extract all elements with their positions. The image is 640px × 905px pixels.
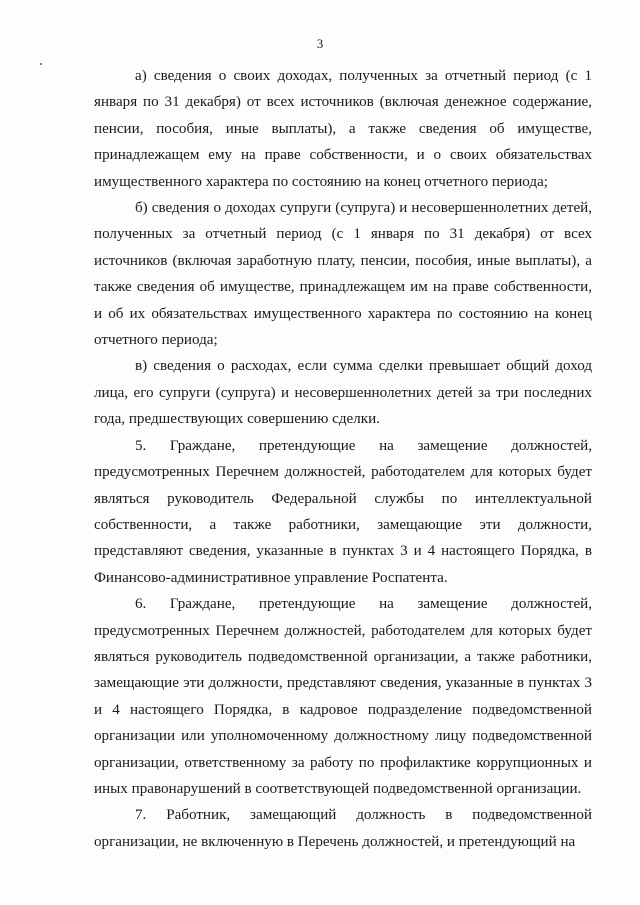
paragraph-7: 7. Работник, замещающий должность в подведомственной организации, не включенную в Перечень должностей, и претендующий на bbox=[94, 807, 592, 850]
scan-speck bbox=[40, 63, 42, 65]
document-body bbox=[94, 63, 592, 855]
paragraph-b: б) сведения о доходах супруги (супруга) и несовершеннолетних детей, полученных за отчетный период (с 1 января по 31 декабря) от всех источников (включая заработную плату, пенсии, пособия, иные выплаты), а также сведения об имуществе, принадлежащем им на праве собственности, и об их обязательствах имущественного характера по состоянию на конец отчетного периода; bbox=[94, 200, 592, 349]
paragraph-a: а) сведения о своих доходах, полученных за отчетный период (с 1 января по 31 декабря) от всех источников (включая денежное содержание, пенсии, пособия, иные выплаты), а также сведения об имуществе, принадлежащем ему на праве собственности, и о своих обязательствах имущественного характера по состоянию на конец отчетного периода; bbox=[94, 68, 592, 190]
page-number: 3 bbox=[316, 36, 324, 51]
paragraph-v: в) сведения о расходах, если сумма сделки превышает общий доход лица, его супруги (супруга) и несовершеннолетних детей за три последних года, предшествующих совершению сделки. bbox=[94, 358, 592, 428]
paragraph-5: 5. Граждане, претендующие на замещение должностей, предусмотренных Перечнем должностей, работодателем для которых будет являться руководитель Федеральной службы по интеллектуальной собственности, а также работники, замещающие эти должности, представляют сведения, указанные в пунктах 3 и 4 настоящего Порядка, в Финансово-административное управление Роспатента. bbox=[94, 437, 592, 586]
paragraph-6: 6. Граждане, претендующие на замещение должностей, предусмотренных Перечнем должностей, работодателем для которых будет являться руководитель подведомственной организации, а также работники, замещающие эти должности, представляют сведения, указанные в пунктах 3 и 4 настоящего Порядка, в кадровое подразделение подведомственной организации или уполномоченному должностному лицу подведомственной организации, ответственному за работу по профилактике коррупционных и иных правонарушений в соответствующей подведомственной организации. bbox=[94, 596, 592, 797]
